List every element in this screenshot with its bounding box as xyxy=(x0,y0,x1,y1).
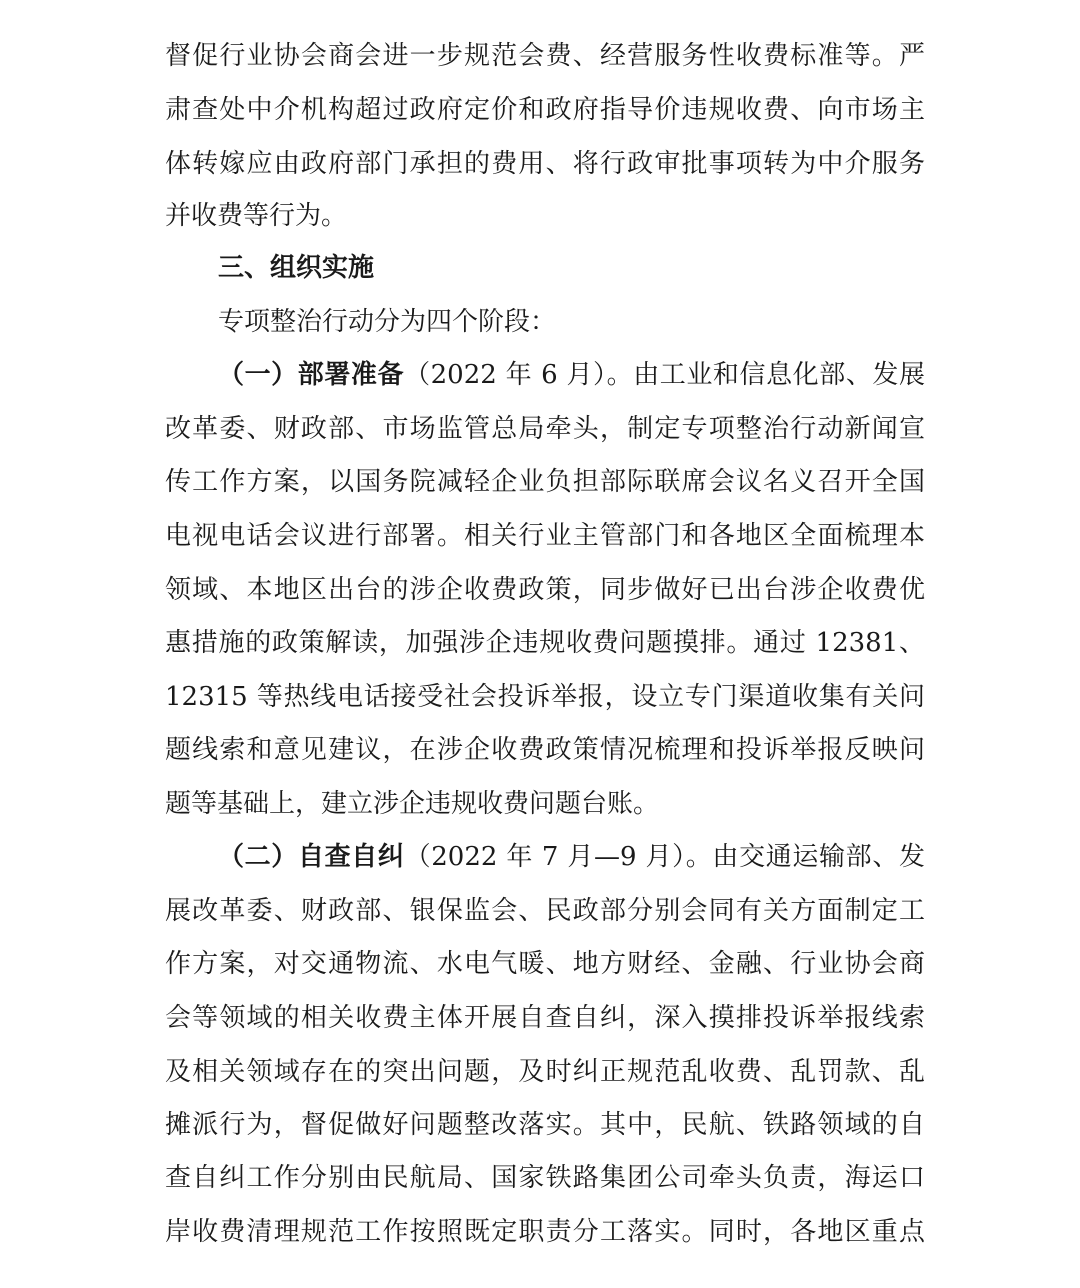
section-heading: 三、组织实施 xyxy=(218,253,375,283)
text-line: 会等领域的相关收费主体开展自查自纠，深入摸排投诉举报线索 xyxy=(165,1003,925,1033)
text-line: 12315 等热线电话接受社会投诉举报，设立专门渠道收集有关问 xyxy=(165,682,925,712)
text-line: 肃查处中介机构超过政府定价和政府指导价违规收费、向市场主 xyxy=(165,95,925,125)
text-line: 作方案，对交通物流、水电气暖、地方财经、金融、行业协会商 xyxy=(165,949,925,979)
text-line: 展改革委、财政部、银保监会、民政部分别会同有关方面制定工 xyxy=(165,896,925,926)
text-line: 岸收费清理规范工作按照既定职责分工落实。同时，各地区重点 xyxy=(165,1217,925,1247)
text-line: 督促行业协会商会进一步规范会费、经营服务性收费标准等。严 xyxy=(165,41,925,71)
text-line: 电视电话会议进行部署。相关行业主管部门和各地区全面梳理本 xyxy=(165,521,925,551)
stage-one-first-rest: （2022 年 6 月）。由工业和信息化部、发展 xyxy=(404,360,925,390)
text-line: 摊派行为，督促做好问题整改落实。其中，民航、铁路领域的自 xyxy=(165,1110,925,1140)
text-line: 改革委、财政部、市场监管总局牵头，制定专项整治行动新闻宣 xyxy=(165,414,925,444)
text-line: 题等基础上，建立涉企违规收费问题台账。 xyxy=(165,789,660,819)
stage-one-title: （一）部署准备 xyxy=(218,360,405,390)
text-line: 题线索和意见建议，在涉企收费政策情况梳理和投诉举报反映问 xyxy=(165,735,925,765)
text-line: 体转嫁应由政府部门承担的费用、将行政审批事项转为中介服务 xyxy=(165,149,925,179)
text-line: 专项整治行动分为四个阶段： xyxy=(218,307,557,337)
text-line: 并收费等行为。 xyxy=(165,201,348,231)
text-line: 查自纠工作分别由民航局、国家铁路集团公司牵头负责，海运口 xyxy=(165,1163,925,1193)
text-line: 及相关领域存在的突出问题，及时纠正规范乱收费、乱罚款、乱 xyxy=(165,1057,925,1087)
text-line: 领域、本地区出台的涉企收费政策，同步做好已出台涉企收费优 xyxy=(165,575,925,605)
stage-two-first-line xyxy=(218,839,925,875)
stage-two-first-rest: （2022 年 7 月—9 月）。由交通运输部、发 xyxy=(404,842,925,872)
text-line: 惠措施的政策解读，加强涉企违规收费问题摸排。通过 12381、 xyxy=(165,628,925,658)
stage-one-first-line xyxy=(218,357,925,393)
stage-two-title: （二）自查自纠 xyxy=(218,842,405,872)
text-line: 传工作方案，以国务院减轻企业负担部际联席会议名义召开全国 xyxy=(165,467,925,497)
